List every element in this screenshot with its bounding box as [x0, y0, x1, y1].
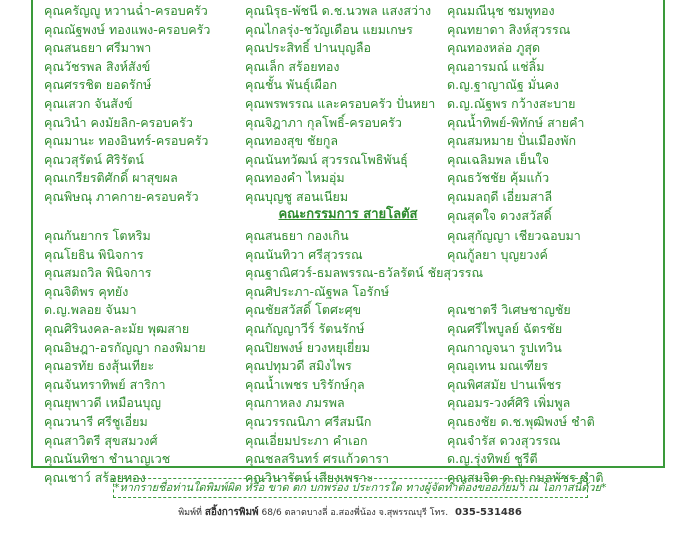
name-entry: คุณเกรียรติศักดิ์ ผาสุขผล	[44, 170, 178, 186]
name-entry: คุณครัญญู หวานฉ่ำ-ครอบครัว	[44, 3, 208, 18]
name-entry: คุณกาหลง ภมรพล	[245, 395, 345, 411]
name-entry: คุณนันทิวา ศรีสุวรรณ	[245, 246, 363, 262]
name-entry: คุณสมจิต ด.ญ.กมลพัชร ชำติ	[447, 469, 604, 485]
name-entry: คุณโยธิน พินิจการ	[44, 246, 144, 262]
name-entry: คุณทยาดา สิงห์สุวรรณ	[447, 21, 571, 37]
name-entry	[447, 283, 659, 302]
name-entry: คุณทองคำ ไหมอุ่ม	[245, 170, 345, 186]
name-entry: คุณศิรินงคล-ละมัย พุฒสาย	[44, 320, 190, 336]
name-entry: คุณสมหมาย ปั่นเมืองพัก	[447, 133, 577, 149]
name-entry: คุณจันทราทิพย์ สาริกา	[44, 376, 166, 392]
name-entry: คุณนิรุธ-พัชนี ด.ช.นวพล แสงสว่าง	[245, 3, 432, 18]
printer-footer	[0, 506, 700, 520]
name-entry: คุณวินารัตน์ เสียงเพราะ	[245, 469, 374, 485]
name-entry: คุณไกลรุ่ง-ชวัญเดือน แยมเกษร	[245, 21, 413, 37]
name-entry: คุณชัยสวัสดิ์ โตศะศุข	[245, 302, 362, 318]
name-entry: คุณวัชรพล สิงห์สังข์	[44, 58, 151, 74]
name-entry: คุณน้ำเพชร บริรักษ์กุล	[245, 376, 365, 392]
name-entry: คุณมลฤดี เอี่ยมสาลี	[447, 188, 553, 204]
apology-notice: *หากรายชื่อท่านใดพิมพ์ผิด หรือ ขาด ตก บกพร่อง ประการใด ทางผู้จัดทำต้องขออภัยมา ณ โอกาสนี้ด้วย*	[113, 478, 588, 498]
name-entry: คุณทองสุข ชัยกูล	[245, 133, 338, 149]
committee-list-column-2	[245, 227, 484, 487]
name-entry: คุณสนธยา กองเกิน	[245, 228, 349, 243]
name-entry: คุณยุพาวดี เหมือนบุญ	[44, 395, 162, 411]
name-entry: ด.ญ.ณัฐพร กว้างสะบาย	[447, 95, 576, 111]
name-entry: คุณเฉลิมพล เย็นใจ	[447, 151, 550, 167]
name-entry: คุณธวัชชัย คุ้มแก้ว	[447, 170, 550, 186]
donor-list-column-3	[447, 2, 659, 225]
name-entry: คุณจิฎาภา กุลโพธิ์-ครอบครัว	[245, 114, 402, 130]
name-entry: คุณนันทิชา ชำนาญเวช	[44, 451, 171, 467]
name-entry: คุณจำรัส ดวงสุวรรณ	[447, 432, 561, 448]
name-entry: คุณสนธยา ศรีมาพา	[44, 40, 152, 56]
name-entry: คุณนันทวัฒน์ สุวรรณโพธิพันธุ์	[245, 151, 408, 167]
donor-list-column-2	[245, 2, 445, 207]
name-entry: คุณกัญญาวีร์ รัตนรักษ์	[245, 320, 365, 336]
name-entry: คุณกาญจนา รูปเทวิน	[447, 339, 562, 355]
name-entry: คุณชั้น พันธุ์เผือก	[245, 77, 338, 93]
name-entry: คุณน้ำทิพย์-พิทักษ์ สายคำ	[447, 114, 585, 130]
name-entry: คุณสุกัญญา เชียวฉอบมา	[447, 228, 581, 243]
name-entry: คุณเสวก จันสังข์	[44, 95, 133, 111]
name-entry: ด.ญ.รุ่งทิพย์ ชูรีตี	[447, 451, 538, 467]
name-entry: คุณพิษณุ ภาคกาย-ครอบครัว	[44, 188, 199, 204]
name-entry: คุณกันยากร โตหริม	[44, 228, 151, 243]
name-entry: คุณอรทัย ธงสุ้นเทียะ	[44, 358, 155, 374]
name-entry: ด.ญ.พลอย จันมา	[44, 302, 137, 318]
footer-prefix: พิมพ์ที่	[178, 508, 202, 518]
name-entry: คุณชลสรินทร์ ศรแก้วดารา	[245, 451, 390, 467]
name-entry: คุณสุดใจ ดวงสวัสดิ์	[447, 207, 552, 223]
frame-left-border	[31, 0, 33, 468]
name-entry: คุณเอี่ยมประภา คำเอก	[245, 432, 368, 448]
name-entry	[447, 264, 659, 283]
name-entry: คุณมานะ ทองอินทร์-ครอบครัว	[44, 133, 209, 149]
printer-phone: 035-531486	[455, 507, 522, 518]
name-entry: คุณบุญชู สอนเนียม	[245, 188, 349, 204]
committee-list-column-3	[447, 227, 659, 487]
name-entry: คุณจิติพร คุทยัง	[44, 283, 129, 299]
name-entry: คุณวรรณนิภา ศรีสมนึก	[245, 413, 372, 429]
name-entry: คุณอิษฎา-อรกัญญา กองพิมาย	[44, 339, 206, 355]
printer-name: สอิ้งการพิมพ์	[204, 507, 259, 518]
name-entry: คุณฐาณิศวร์-ธมลพรรณ-ธวัลรัตน์ ชัยสุวรรณ	[245, 265, 484, 281]
name-entry: คุณปิยพงษ์ ยวงหยุเยี่ยม	[245, 339, 370, 355]
name-entry: คุณศรีไพบูลย์ ฉัตรชัย	[447, 320, 563, 336]
committee-list-column-1	[44, 227, 240, 487]
name-entry: คุณธงชัย ด.ช.พุฒิพงษ์ ชำติ	[447, 413, 595, 429]
name-entry: คุณศรรชิต ยอดรักษ์	[44, 77, 152, 93]
name-entry: คุณพิศสมัย ปานเพ็ชร	[447, 376, 562, 392]
name-entry: คุณณัฐพงษ์ ทองแพง-ครอบครัว	[44, 21, 211, 37]
name-entry: คุณอมร-วงศ์ศิริ เพิ่มพูล	[447, 395, 571, 411]
committee-heading: คณะกรรมการ สายโลตัส	[278, 207, 418, 222]
name-entry: คุณวินำ คงมัยลิก-ครอบครัว	[44, 114, 193, 130]
name-entry: คุณเล็ก สร้อยทอง	[245, 58, 340, 74]
name-entry: คุณปทุมวดี สมิงไพร	[245, 358, 352, 374]
name-entry: คุณอารมณ์ แช่ลิ้ม	[447, 58, 545, 74]
name-entry: คุณกู้ลยา บุญยวงค์	[447, 246, 548, 262]
donor-list-column-1	[44, 2, 240, 207]
name-entry: คุณชาตรี วิเศษชาญชัย	[447, 302, 571, 318]
name-entry: คุณวสุรัตน์ ศิริรัตน์	[44, 151, 144, 167]
name-entry: คุณวนารี ศรีชูเอี่ยม	[44, 413, 148, 429]
name-entry: คุณประสิทธิ์ ปานบุญลือ	[245, 40, 372, 56]
name-entry: คุณศิประภา-ณัฐพล โอรักษ์	[245, 283, 390, 299]
name-entry: คุณเชาว์ สร้อยทอง	[44, 469, 146, 485]
name-entry: คุณสาวิตรี สุขสมวงศ์	[44, 432, 158, 448]
name-entry: คุณทองหล่อ ภูสุด	[447, 40, 541, 56]
name-entry: คุณพรพรรณ และครอบครัว ปั่นหยา	[245, 95, 436, 111]
printer-address: 68/6 ตลาดบางลี่ อ.สองพี่น้อง จ.สุพรรณบุรี โทร.	[261, 508, 449, 518]
name-entry: คุณอุเทน มณเฑียร	[447, 358, 549, 374]
frame-right-border	[663, 0, 665, 468]
name-entry: คุณสมถวิล พินิจการ	[44, 265, 152, 281]
name-entry: คุณมณีนุช ชมพูทอง	[447, 3, 555, 18]
name-entry: ด.ญ.ฐาญาณัฐ มั่นคง	[447, 77, 560, 93]
